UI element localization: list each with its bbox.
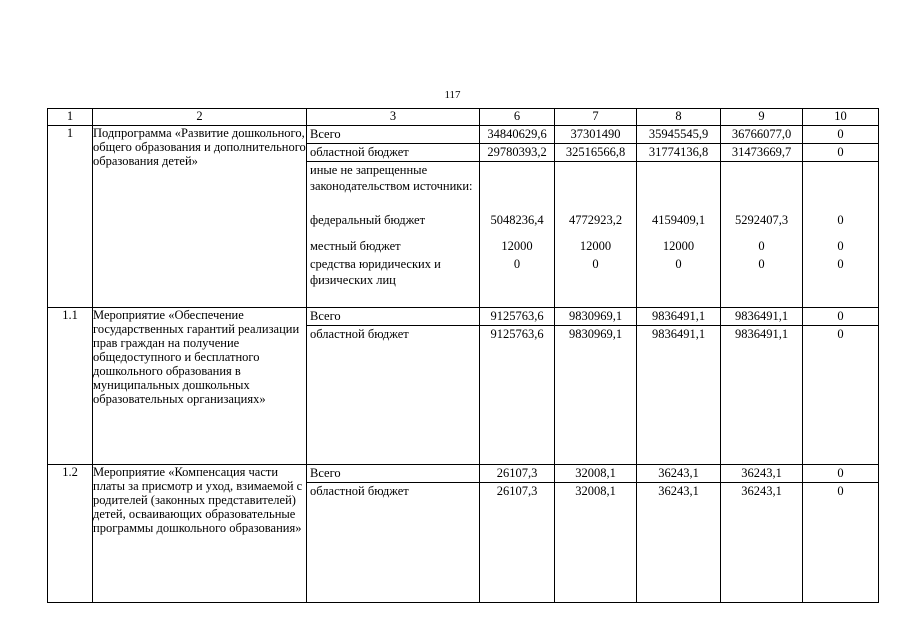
value: 34840629,6 xyxy=(480,126,554,144)
header-cell: 3 xyxy=(307,109,480,126)
value: 29780393,2 xyxy=(480,144,554,162)
value-cell xyxy=(721,308,803,465)
source-label: областной бюджет xyxy=(310,484,409,498)
table-row xyxy=(48,465,879,603)
value-cell xyxy=(480,126,555,308)
value: 0 xyxy=(837,213,844,227)
source-label: федеральный бюджет xyxy=(310,213,426,227)
value xyxy=(480,162,554,210)
header-cell: 7 xyxy=(555,109,637,126)
value-cell xyxy=(555,465,637,603)
value: 37301490 xyxy=(555,126,636,144)
value-cell xyxy=(721,126,803,308)
value: 36243,1 xyxy=(721,465,802,483)
value xyxy=(803,162,878,210)
value: 9836491,1 xyxy=(651,327,706,341)
value: 9830969,1 xyxy=(568,327,623,341)
value-cell xyxy=(637,465,721,603)
source-cell xyxy=(307,308,480,465)
source-label: областной бюджет xyxy=(307,144,479,162)
value: 0 xyxy=(758,239,765,253)
value: 9125763,6 xyxy=(480,308,554,326)
page-number: 117 xyxy=(444,89,461,101)
header-cell: 10 xyxy=(803,109,879,126)
value: 9830969,1 xyxy=(555,308,636,326)
value: 0 xyxy=(837,327,844,341)
row-number: 1.2 xyxy=(48,465,93,603)
header-cell: 1 xyxy=(48,109,93,126)
value: 0 xyxy=(803,126,878,144)
value: 32516566,8 xyxy=(555,144,636,162)
table-row xyxy=(48,308,879,465)
header-row xyxy=(48,109,879,126)
value: 36243,1 xyxy=(637,465,720,483)
value-cell xyxy=(480,308,555,465)
header-cell: 2 xyxy=(93,109,307,126)
value: 9836491,1 xyxy=(734,327,789,341)
value-cell xyxy=(803,308,879,465)
value: 9836491,1 xyxy=(637,308,720,326)
value: 9836491,1 xyxy=(721,308,802,326)
value: 26107,3 xyxy=(480,465,554,483)
header-cell: 8 xyxy=(637,109,721,126)
value: 0 xyxy=(675,257,682,271)
value: 4772923,2 xyxy=(568,213,623,227)
row-number: 1.1 xyxy=(48,308,93,465)
value-cell xyxy=(555,126,637,308)
value-cell xyxy=(637,126,721,308)
value xyxy=(555,162,636,210)
header-cell: 9 xyxy=(721,109,803,126)
row-name: Подпрограмма «Развитие дошкольного, общего образования и дополнительного образования детей» xyxy=(93,126,307,308)
value xyxy=(721,162,802,210)
source-label: областной бюджет xyxy=(310,327,409,341)
value: 0 xyxy=(513,257,521,271)
value: 12000 xyxy=(662,239,695,253)
value: 5048236,4 xyxy=(490,213,544,227)
value: 31774136,8 xyxy=(637,144,720,162)
value: 9125763,6 xyxy=(490,327,544,341)
header-cell: 6 xyxy=(480,109,555,126)
source-label: средства юридических и физических лиц xyxy=(310,257,441,287)
value: 32008,1 xyxy=(555,465,636,483)
source-label: Всего xyxy=(307,126,479,144)
value: 0 xyxy=(803,308,878,326)
source-label: иные не запрещенные законодательством источники: xyxy=(310,163,473,193)
value-cell xyxy=(803,126,879,308)
value: 0 xyxy=(837,257,844,271)
source-label: Всего xyxy=(307,465,479,483)
value-cell xyxy=(637,308,721,465)
source-cell xyxy=(307,126,480,308)
source-label: местный бюджет xyxy=(310,239,401,253)
value-cell xyxy=(480,465,555,603)
value: 36243,1 xyxy=(741,484,782,498)
source-cell xyxy=(307,465,480,603)
value: 36766077,0 xyxy=(721,126,802,144)
row-name: Мероприятие «Обеспечение государственных гарантий реализации прав граждан на получение общедоступного и бесплатного дошкольного образования в муниципальных дошкольных образовательных организациях» xyxy=(93,308,307,465)
value: 32008,1 xyxy=(575,484,616,498)
row-number: 1 xyxy=(48,126,93,308)
value-cell xyxy=(721,465,803,603)
value: 0 xyxy=(803,465,878,483)
value: 4159409,1 xyxy=(651,213,706,227)
value: 0 xyxy=(837,484,844,498)
source-label: Всего xyxy=(307,308,479,326)
value: 12000 xyxy=(579,239,612,253)
value xyxy=(637,162,720,210)
table-row xyxy=(48,126,879,308)
value: 31473669,7 xyxy=(721,144,802,162)
budget-table xyxy=(47,108,879,603)
value: 0 xyxy=(837,239,844,253)
value: 26107,3 xyxy=(496,484,538,498)
row-name: Мероприятие «Компенсация части платы за присмотр и уход, взимаемой с родителей (законных представителей) детей, осваивающих образовательные программы дошкольного образования» xyxy=(93,465,307,603)
value-cell xyxy=(555,308,637,465)
value: 12000 xyxy=(501,239,533,253)
value: 0 xyxy=(803,144,878,162)
value: 0 xyxy=(758,257,765,271)
value: 0 xyxy=(592,257,599,271)
value: 5292407,3 xyxy=(734,213,789,227)
value-cell xyxy=(803,465,879,603)
value: 36243,1 xyxy=(658,484,699,498)
value: 35945545,9 xyxy=(637,126,720,144)
